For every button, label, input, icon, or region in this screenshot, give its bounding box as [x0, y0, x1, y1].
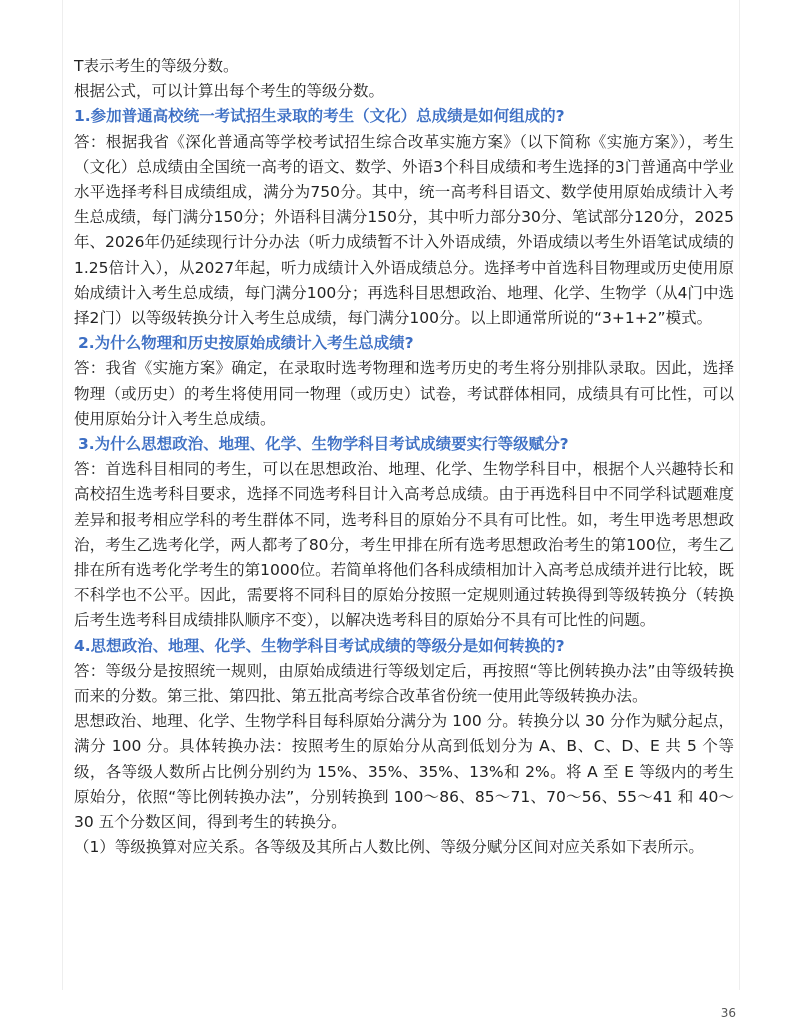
paragraph-formula-note: 根据公式，可以计算出每个考生的等级分数。	[74, 82, 385, 101]
answer-question-3: 答：首选科目相同的考生，可以在思想政治、地理、化学、生物学科目中，根据个人兴趣特长和高校招生选考科目要求，选择不同选考科目计入高考总成绩。由于再选科目中不同学科试题难度差异和报考相应学科的考生群体不同，选考科目的原始分不具有可比性。如，考生甲选考思想政治，考生乙选考化学，两人都考了80分，考生甲排在所有选考思想政治考生的第100位，考生乙排在所有选考化学考生的第1000位。若简单将他们各科成绩相加计入高考总成绩并进行比较，既不科学也不公平。因此，需要将不同科目的原始分按照一定规则通过转换得到等级转换分（转换后考生选考科目成绩排队顺序不变），以解决选考科目的原始分不具有可比性的问题。	[74, 460, 734, 630]
answer-question-4-part-3: （1）等级换算对应关系。各等级及其所占人数比例、等级分赋分区间对应关系如下表所示。	[74, 838, 704, 857]
answer-question-4-part-1: 答：等级分是按照统一规则，由原始成绩进行等级划定后，再按照“等比例转换办法”由等级转换而来的分数。第三批、第四批、第五批高考综合改革省份统一使用此等级转换办法。	[74, 661, 734, 706]
document-body	[74, 54, 734, 861]
answer-question-1: 答：根据我省《深化普通高等学校考试招生综合改革实施方案》（以下简称《实施方案》），考生（文化）总成绩由全国统一高考的语文、数学、外语3个科目成绩和考生选择的3门普通高中学业水平选择考科目成绩组成，满分为750分。其中，统一高考科目语文、数学使用原始成绩计入考生总成绩，每门满分150分；外语科目满分150分，其中听力部分30分、笔试部分120分，2025年、2026年仍延续现行计分办法（听力成绩暂不计入外语成绩，外语成绩以考生外语笔试成绩的1.25倍计入），从2027年起，听力成绩计入外语成绩总分。选择考中首选科目物理或历史使用原始成绩计入考生总成绩，每门满分100分；再选科目思想政治、地理、化学、生物学（从4门中选择2门）以等级转换分计入考生总成绩，每门满分100分。以上即通常所说的“3+1+2”模式。	[74, 132, 734, 328]
paragraph-t-definition: T表示考生的等级分数。	[74, 57, 239, 75]
page-number: 36	[720, 1006, 736, 1020]
answer-question-2: 答：我省《实施方案》确定，在录取时选考物理和选考历史的考生将分别排队录取。因此，选择物理（或历史）的考生将使用同一物理（或历史）试卷，考试群体相同，成绩具有可比性，可以使用原始分计入考生总成绩。	[74, 359, 734, 428]
heading-question-2: 2.为什么物理和历史按原始成绩计入考生总成绩?	[78, 334, 414, 353]
heading-question-1: 1.参加普通高校统一考试招生录取的考生（文化）总成绩是如何组成的?	[74, 107, 565, 126]
heading-question-3: 3.为什么思想政治、地理、化学、生物学科目考试成绩要实行等级赋分?	[78, 435, 569, 454]
answer-question-4-part-2: 思想政治、地理、化学、生物学科目每科原始分满分为 100 分。转换分以 30 分作为赋分起点，满分 100 分。具体转换办法：按照考生的原始分从高到低划分为 A、B、C、D、E 共 5 个等级，各等级人数所占比例分别约为 15%、35%、35%、13%和 2%。将 A 至 E 等级内的考生原始分，依照“等比例转换办法”，分别转换到 100～86、85～71、70～56、55～41 和 40～30 五个分数区间，得到考生的转换分。	[74, 712, 734, 832]
heading-question-4: 4.思想政治、地理、化学、生物学科目考试成绩的等级分是如何转换的?	[74, 636, 565, 655]
